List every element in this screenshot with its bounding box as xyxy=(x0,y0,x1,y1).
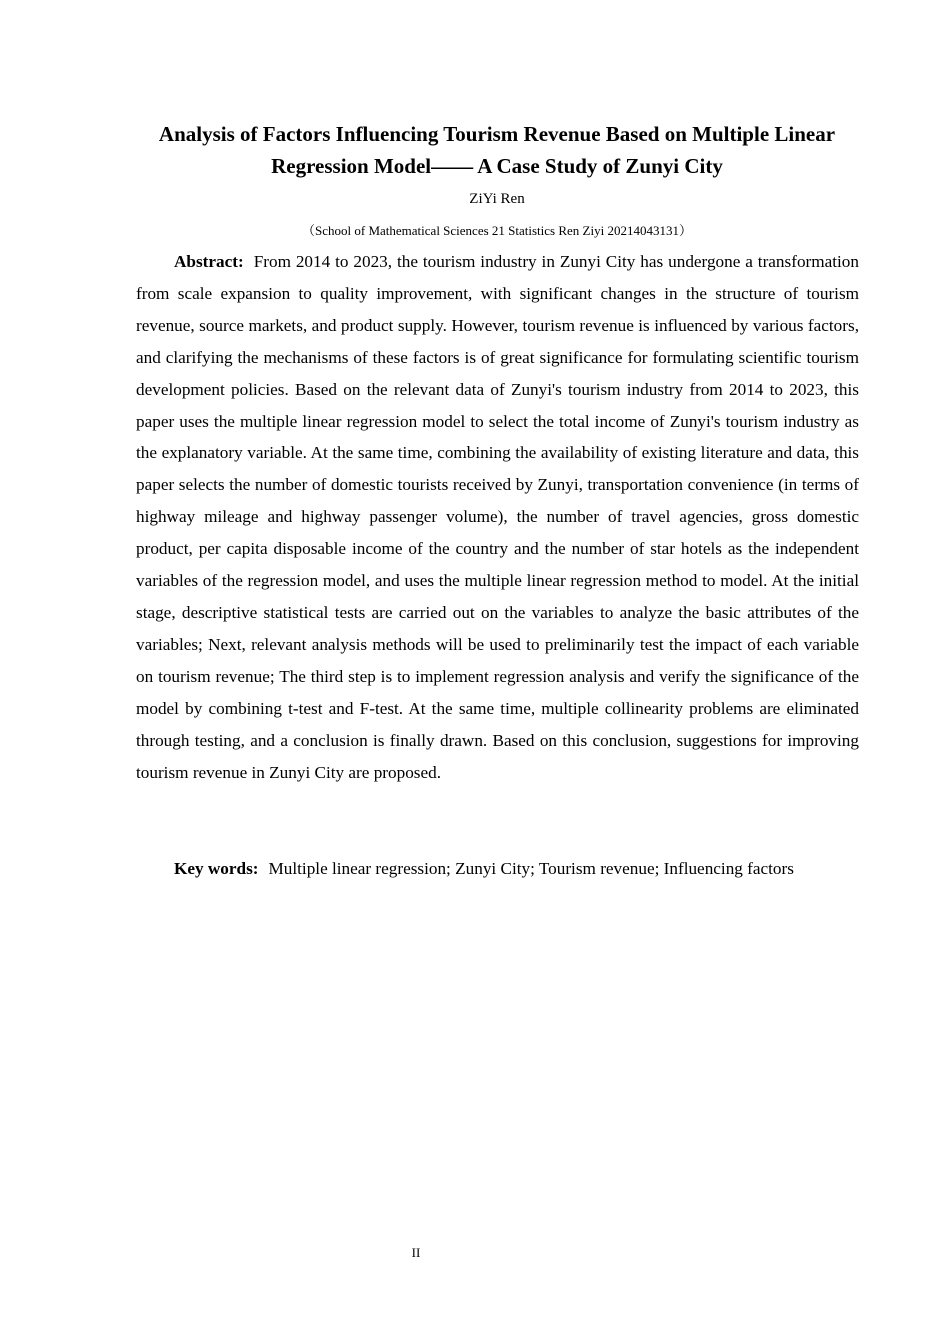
paper-title: Analysis of Factors Influencing Tourism Revenue Based on Multiple Linear Regression Model—— A Case Study of Zunyi City xyxy=(158,122,836,178)
keywords-text: Multiple linear regression; Zunyi City; Tourism revenue; Influencing factors xyxy=(268,859,794,878)
abstract-text: From 2014 to 2023, the tourism industry in Zunyi City has undergone a transformation from scale expansion to quality improvement, with significant changes in the structure of tourism revenue, source markets, and product supply. However, tourism revenue is influenced by various factors, and clarifying the mechanisms of these factors is of great significance for formulating scientific tourism development policies. Based on the relevant data of Zunyi's tourism industry from 2014 to 2023, this paper uses the multiple linear regression model to select the total income of Zunyi's tourism industry as the explanatory variable. At the same time, combining the availability of existing literature and data, this paper selects the number of domestic tourists received by Zunyi, transportation convenience (in terms of highway mileage and highway passenger volume), the number of travel agencies, gross domestic product, per capita disposable income of the country and the number of star hotels as the independent variables of the regression model, and uses the multiple linear regression method to model. At the initial stage, descriptive statistical tests are carried out on the variables to analyze the basic attributes of the variables; Next, relevant analysis methods will be used to preliminarily test the impact of each variable on tourism revenue; The third step is to implement regression analysis and verify the significance of the model by combining t-test and F-test. At the same time, multiple collinearity problems are eliminated through testing, and a conclusion is finally drawn. Based on this conclusion, suggestions for improving tourism revenue in Zunyi City are proposed. xyxy=(136,252,859,782)
author-affiliation: （School of Mathematical Sciences 21 Statistics Ren Ziyi 20214043131） xyxy=(302,223,692,238)
abstract-paragraph xyxy=(136,246,859,788)
abstract-label: Abstract: xyxy=(174,252,244,271)
keywords-paragraph xyxy=(136,853,859,885)
keywords-label: Key words: xyxy=(174,859,259,878)
author-name: ZiYi Ren xyxy=(469,191,525,207)
page-number: II xyxy=(411,1245,421,1260)
